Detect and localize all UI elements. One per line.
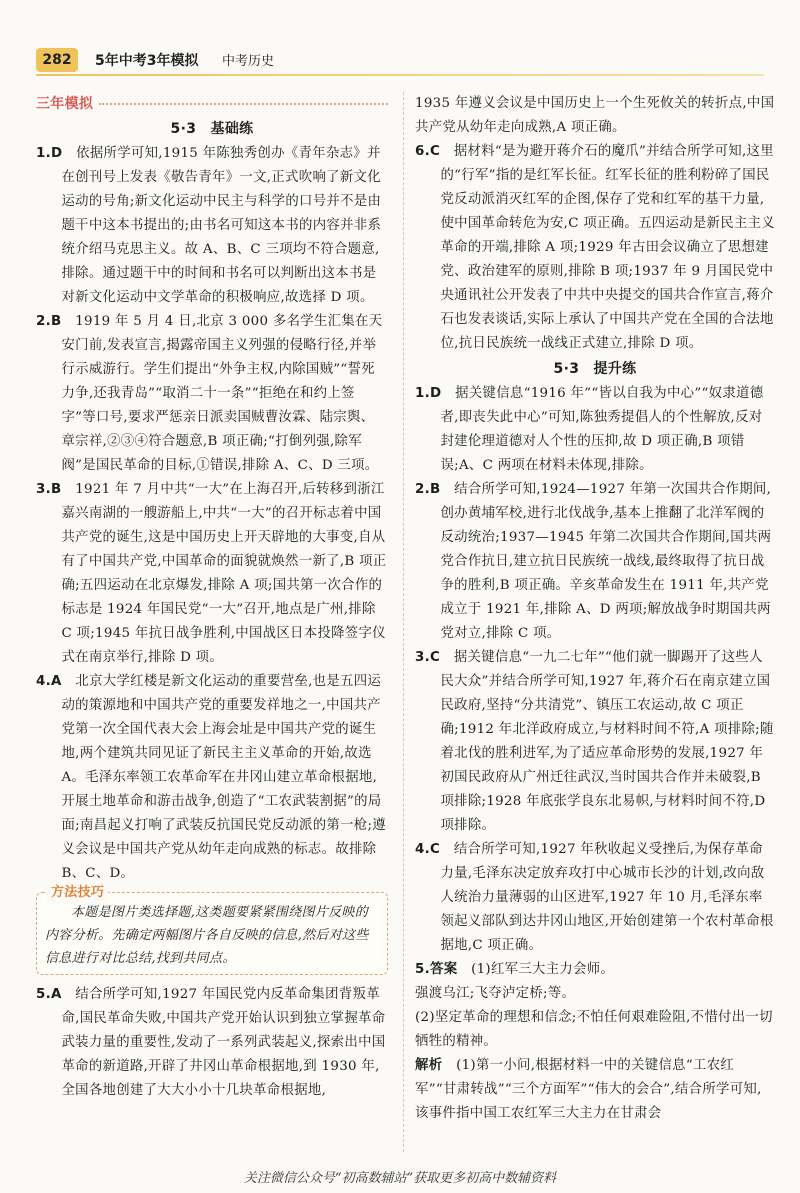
column-divider (403, 92, 405, 1152)
answer-text: 据关键信息“1916 年”“皆以自我为中心”“奴隶道德者,即丧失此中心”可知,陈独秀提倡人的个性解放,反对封建伦理道德对人个性的压抑,故 D 项正确,B 项错误;A、C 两项在材料未体现,排除。 (440, 386, 764, 473)
answer-text: 结合所学可知,1927 年国民党内反革命集团背叛革命,国民革命失败,中国共产党开始认识到独立掌握革命武装力量的重要性,发动了一系列武装起义,探索出中国革命的新道路,开辟了井冈山革命根据地,到 1930 年,全国各地创建了大大小小十几块革命根据地, (61, 987, 386, 1098)
answer-text: 北京大学红楼是新文化运动的重要营垒,也是五四运动的策源地和中国共产党的重要发祥地之一,中国共产党第一次全国代表大会上海会址是中国共产党的诞生地,两个建筑共同见证了新民主主义革命的开始,故选 A。毛泽东率领工农革命军在井冈山建立革命根据地,开展土地革命和游击战争,创造了“工农武装割据”的局面;南昌起义打响了武装反抗国民党反动派的第一枪;遵义会议是中国共产党从幼年走向成熟的标志。故排除 B、C、D。 (61, 674, 386, 881)
answer-number: 5.A (36, 987, 62, 1002)
section-title (36, 92, 388, 116)
page-footer: 关注微信公众号“初高数辅站”获取更多初高中数辅资料 (243, 1171, 557, 1186)
answer-item (36, 142, 388, 310)
advanced-heading: 5·3 提升练 (553, 361, 637, 377)
answer-text: 据关键信息“一九二七年”“他们就一脚踢开了这些人民大众”并结合所学可知,1927 年,蒋介石在南京建立国民政府,坚持“分共清党”、镇压工农运动,故 C 项正确;1912 年北洋政府成立,与材料时间不符,A 项排除;随着北伐的胜利进军,为了适应革命形势的发展,1927 年初国民政府从广州迁往武汉,当时国共合作并未破裂,B 项排除;1928 年底张学良东北易帜,与材料时间不符,D 项排除。 (440, 650, 774, 833)
answer-number: 3.B (36, 482, 62, 497)
answer-number: 4.C (415, 842, 441, 857)
section-title-text: 三年模拟 (36, 96, 94, 112)
analysis-text: (1)第一小问,根据材料一中的关键信息“工农红军”“甘肃转战”“三个方面军”“伟大的会合”,结合所学可知,该事件指中国工农红军三大主力在甘肃会 (415, 1058, 762, 1121)
answer-text: 强渡乌江;飞夺泸定桥;等。 (415, 986, 576, 1001)
answer-text: 结合所学可知,1924—1927 年第一次国共合作期间,创办黄埔军校,进行北伐战争,基本上推翻了北洋军阀的反动统治;1937—1945 年第二次国共合作期间,国共两党合作抗日,建立抗日民族统一战线,最终取得了抗日战争的胜利,B 项正确。辛亥革命发生在 1911 年,共产党成立于 1921 年,排除 A、D 两项;解放战争时期国共两党对立,排除 C 项。 (440, 482, 772, 641)
book-subject: 中考历史 (222, 54, 275, 69)
book-title: 5年中考3年模拟 (95, 53, 199, 69)
analysis-item (415, 1054, 775, 1126)
answer-item (36, 670, 388, 886)
answer-continuation: 1935 年遵义会议是中国历史上一个生死攸关的转折点,中国共产党从幼年走向成熟,A 项正确。 (415, 96, 775, 135)
answer-item (36, 310, 388, 478)
section-title-dots (99, 103, 388, 105)
answer-number: 4.A (36, 674, 62, 689)
answer-number: 2.B (36, 314, 62, 329)
answer-text: 据材料“是为避开蒋介石的魔爪”并结合所学可知,这里的“行军”指的是红军长征。红军长征的胜利粉碎了国民党反动派消灭红军的企图,保存了党和红军的基干力量,使中国革命转危为安,C 项正确。五四运动是新民主主义革命的开端,排除 A 项;1929 年古田会议确立了思想建党、政治建军的原则,排除 B 项;1937 年 9 月国民党中央通讯社公开发表了中共中央提交的国共合作宣言,蒋介石也发表谈话,实际上承认了中国共产党在全国的合法地位,抗日民族统一战线正式建立,排除 D 项。 (440, 144, 775, 351)
answer-text: (2)坚定革命的理想和信念;不怕任何艰难险阻,不惜付出一切牺牲的精神。 (415, 1010, 773, 1049)
answer-item (415, 646, 775, 838)
right-column (415, 92, 775, 1126)
answer-number: 1.D (36, 146, 63, 161)
answer-item (36, 478, 388, 670)
left-column (36, 92, 388, 1103)
header-rule (36, 74, 764, 76)
method-tips-box (36, 885, 388, 975)
answer-item (415, 382, 775, 478)
answer-number: 3.C (415, 650, 441, 665)
answer-number: 6.C (415, 144, 441, 159)
answer-item (415, 140, 775, 356)
answer-number: 2.B (415, 482, 441, 497)
answer-item (415, 958, 775, 982)
basic-heading: 5·3 基础练 (170, 121, 254, 137)
answer-item (415, 838, 775, 958)
answer-text: 1921 年 7 月中共“一大”在上海召开,后转移到浙江嘉兴南湖的一艘游船上,中共“一大”的召开标志着中国共产党的诞生,这是中国历史上开天辟地的大事变,自从有了中国共产党,中国革命的面貌就焕然一新了,B 项正确;五四运动在北京爆发,排除 A 项;国共第一次合作的标志是 1924 年国民党“一大”召开,地点是广州,排除 C 项;1945 年抗日战争胜利,中国战区日本投降签字仪式在南京举行,排除 D 项。 (61, 482, 387, 665)
page-header (0, 0, 800, 69)
answer-item (415, 478, 775, 646)
answer-text: 结合所学可知,1927 年秋收起义受挫后,为保存革命力量,毛泽东决定放弃攻打中心城市长沙的计划,改向敌人统治力量薄弱的山区进军,1927 年 10 月,毛泽东率领起义部队到达井冈山地区,开始创建第一个农村革命根据地,C 项正确。 (440, 842, 774, 953)
answer-number: 1.D (415, 386, 442, 401)
analysis-label: 解析 (415, 1058, 443, 1073)
answer-item (36, 983, 388, 1103)
method-tips-text: 本题是图片类选择题,这类题要紧紧围绕图片反映的内容分析。先确定两幅图片各自反映的信息,然后对这些信息进行对比总结,找到共同点。 (45, 905, 369, 966)
method-tips-title: 方法技巧 (47, 881, 108, 905)
answer-number: 5.答案 (415, 962, 458, 977)
answer-text: 1919 年 5 月 4 日,北京 3 000 多名学生汇集在天安门前,发表宣言,揭露帝国主义列强的侵略行径,并举行示威游行。学生们提出“外争主权,内除国贼”“誓死力争,还我青岛”“取消二十一条”“拒绝在和约上签字”等口号,要求严惩亲日派卖国贼曹汝霖、陆宗舆、章宗祥,②③④符合题意,B 项正确;“打倒列强,除军阀”是国民革命的目标,①错误,排除 A、C、D 三项。 (61, 314, 383, 473)
page-number: 282 (36, 48, 78, 72)
answer-text: 依据所学可知,1915 年陈独秀创办《青年杂志》并在创刊号上发表《敬告青年》一文,正式吹响了新文化运动的号角;新文化运动中民主与科学的口号并不是由题干中这本书提出的;由书名可知这本书的内容并非系统介绍马克思主义。故 A、B、C 三项均不符合题意,排除。通过题干中的时间和书名可以判断出这本书是对新文化运动中文学革命的积极响应,故选择 D 项。 (61, 146, 382, 305)
answer-text: (1)红军三大主力会师。 (471, 962, 615, 977)
